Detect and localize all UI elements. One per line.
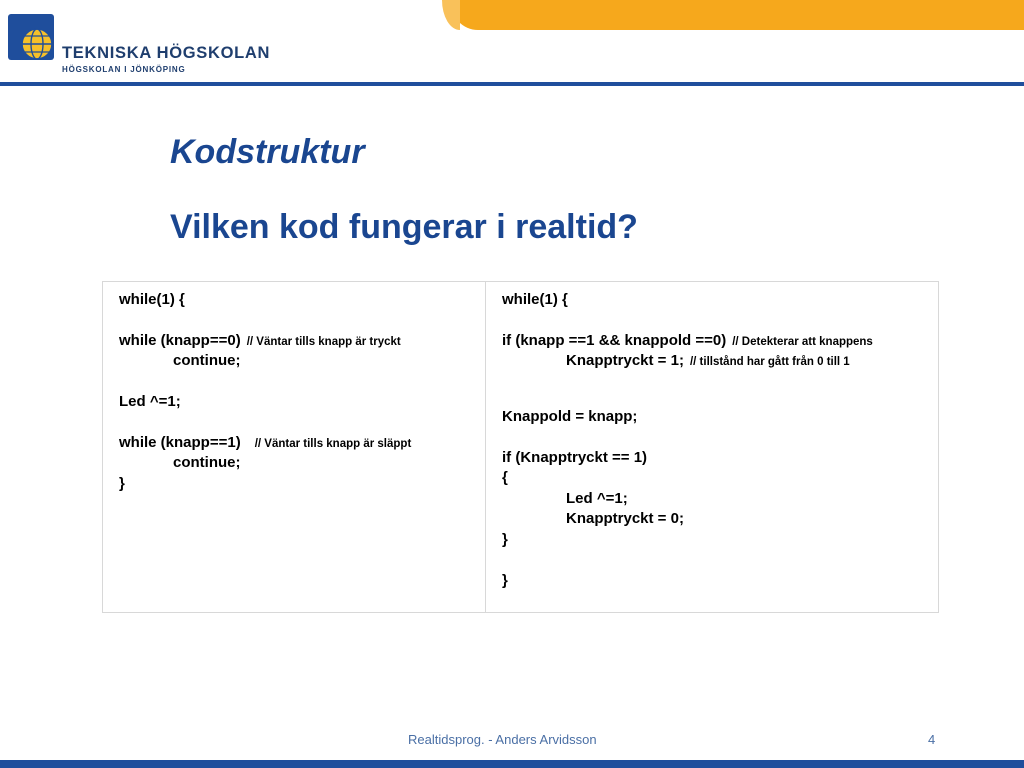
slide-title: Kodstruktur [170,133,365,171]
code-line [119,434,411,453]
code-column-right [486,282,938,612]
code-line: Led ^=1; [566,490,628,507]
footer-author: Realtidsprog. - Anders Arvidsson [408,732,597,747]
code-line: while(1) { [502,291,568,308]
code-line: if (Knapptryckt == 1) [502,449,648,466]
code-comparison-table [102,281,939,613]
header-divider [0,82,1024,86]
code-line: { [502,469,508,486]
code-comment: // Väntar tills knapp är tryckt [246,336,401,348]
page-number: 4 [928,732,936,747]
header-accent-band [450,0,1024,30]
code-line: while(1) { [119,291,185,308]
code-line [566,352,850,371]
code-line [119,332,401,351]
code-line: continue; [173,352,241,369]
code-comment: // tillstånd har gått från 0 till 1 [689,356,850,368]
code-line: continue; [173,454,241,471]
code-text: while (knapp==0) [119,332,241,349]
code-text: Knapptryckt = 1; [566,352,684,369]
code-column-left [103,282,486,612]
code-text: if (knapp ==1 && knappold ==0) [502,332,727,349]
code-line: } [502,531,508,548]
university-globe-logo-icon [8,14,54,60]
code-comment: // Detekterar att knappens [732,336,873,348]
code-line: Knappold = knapp; [502,408,638,425]
code-comment: // Väntar tills knapp är släppt [254,438,412,450]
school-subtitle: HÖGSKOLAN I JÖNKÖPING [62,65,186,74]
code-line: Knapptryckt = 0; [566,510,684,527]
code-line: } [502,572,508,589]
code-line: Led ^=1; [119,393,181,410]
code-text: while (knapp==1) [119,434,241,451]
code-line [502,332,873,351]
footer-divider [0,760,1024,768]
slide-subtitle: Vilken kod fungerar i realtid? [170,208,638,246]
code-line: } [119,475,125,492]
school-name: TEKNISKA HÖGSKOLAN [62,44,271,62]
